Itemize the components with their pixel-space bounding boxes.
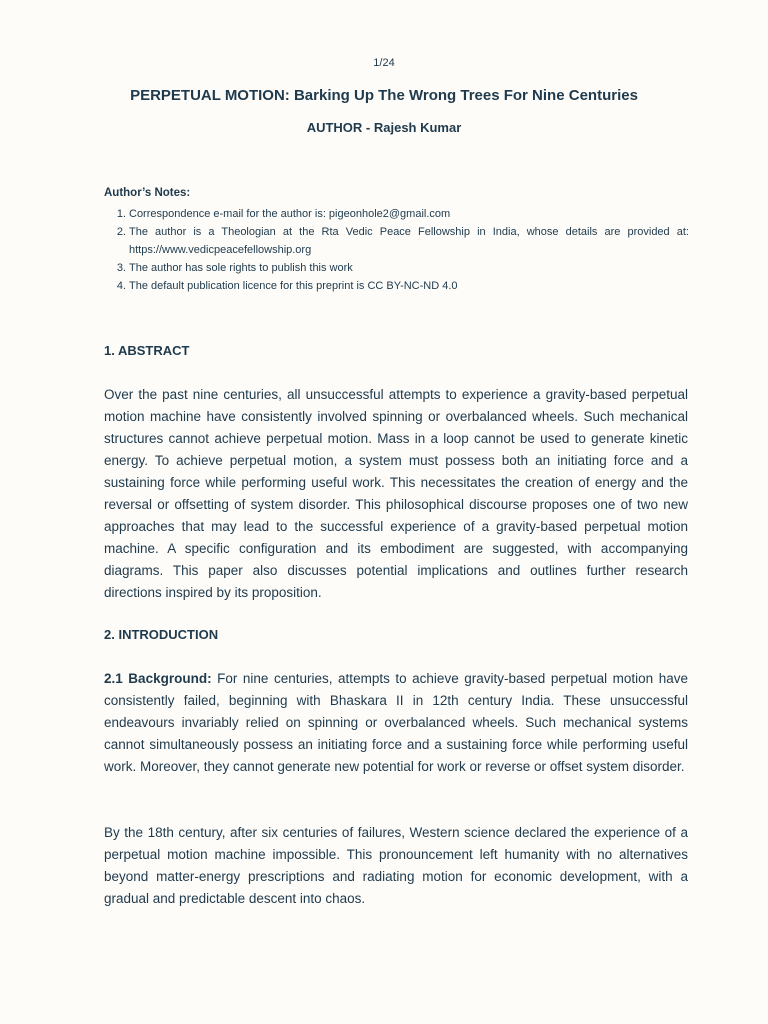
introduction-paragraph-2: By the 18th century, after six centuries of failures, Western science declared the experience of a perpetual motion machine impossible. This pronouncement left humanity with no alternatives beyond matter-energy prescriptions and radiating motion for economic development, with a gradual and predictable descent into chaos. xyxy=(104,825,688,906)
background-text: For nine centuries, attempts to achieve gravity-based perpetual motion have consistently failed, beginning with Bhaskara II in 12th century India. These unsuccessful endeavours invariably relied on spinning or overbalanced wheels. Such mechanical systems cannot simultaneously possess an initiating force and a sustaining force while performing useful work. Moreover, they cannot generate new potential for work or reverse or offset system disorder. xyxy=(104,671,689,774)
page-number: 1/24 xyxy=(373,57,395,69)
background-label: 2.1 Background: xyxy=(104,671,212,686)
note-item xyxy=(104,205,689,223)
abstract-heading: 1. ABSTRACT xyxy=(104,343,190,358)
note-number: 4. xyxy=(116,280,126,292)
introduction-heading: 2. INTRODUCTION xyxy=(104,627,219,642)
note-text: Correspondence e-mail for the author is: pigeonhole2@gmail.com xyxy=(129,208,451,220)
note-text: The author has sole rights to publish this work xyxy=(129,262,353,274)
author-line: AUTHOR - Rajesh Kumar xyxy=(306,120,462,135)
note-number: 3. xyxy=(116,262,126,274)
paper-title: PERPETUAL MOTION: Barking Up The Wrong Trees For Nine Centuries xyxy=(130,87,638,104)
background-paragraph xyxy=(104,668,688,778)
authors-notes-heading: Author’s Notes: xyxy=(104,187,191,199)
abstract-paragraph: Over the past nine centuries, all unsuccessful attempts to experience a gravity-based perpetual motion machine have consistently involved spinning or overbalanced wheels. Such mechanical structures cannot achieve perpetual motion. Mass in a loop cannot be used to generate kinetic energy. To achieve perpetual motion, a system must possess both an initiating force and a sustaining force while performing useful work. This necessitates the creation of energy and the reversal or offsetting of system disorder. This philosophical discourse proposes one of two new approaches that may lead to the successful experience of a gravity-based perpetual motion machine. A specific configuration and its embodiment are suggested, with accompanying diagrams. This paper also discusses potential implications and outlines further research directions inspired by its proposition. xyxy=(104,387,688,600)
note-item xyxy=(104,223,689,259)
note-item xyxy=(104,277,689,295)
note-text: The author is a Theologian at the Rta Vedic Peace Fellowship in India, whose details are provided at: https://www.vedicpeacefellowship.org xyxy=(129,226,689,256)
note-number: 1. xyxy=(116,208,126,220)
note-text: The default publication licence for this preprint is CC BY-NC-ND 4.0 xyxy=(129,280,458,292)
note-number: 2. xyxy=(116,226,126,238)
note-item xyxy=(104,259,689,277)
authors-notes-list xyxy=(104,205,689,295)
